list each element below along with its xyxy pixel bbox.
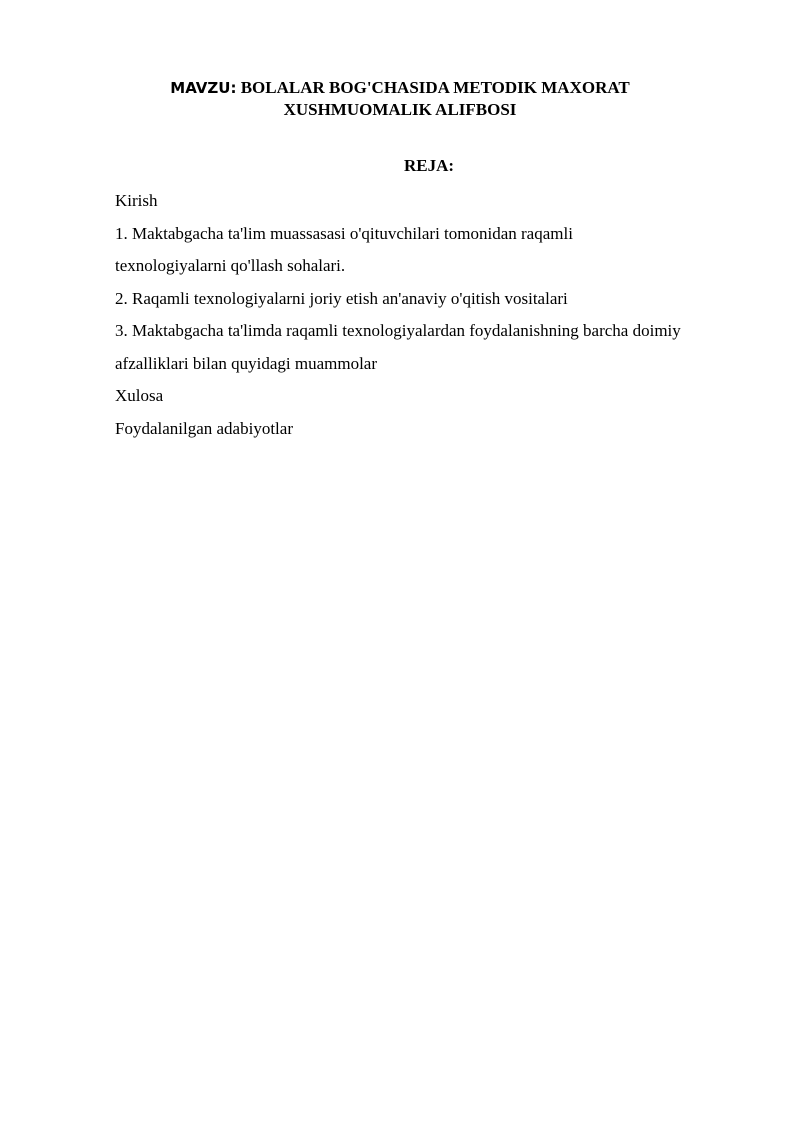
plan-item-3-continued: afzalliklari bilan quyidagi muammolar [115, 353, 377, 373]
plan-item-1-continued: texnologiyalarni qo'llash sohalari. [115, 256, 346, 275]
plan-item-conclusion: Xulosa [115, 386, 164, 405]
title-line-1 [0, 77, 800, 99]
plan-item-2: 2. Raqamli texnologiyalarni joriy etish an'anaviy o'qitish vositalari [115, 288, 568, 308]
title-main: BOLALAR BOG'CHASIDA METODIK MAXORAT [240, 78, 630, 97]
plan-item-references: Foydalanilgan adabiyotlar [115, 418, 293, 438]
plan-item-introduction: Kirish [115, 191, 158, 210]
plan-heading: REJA: [403, 156, 455, 175]
plan-item-1: 1. Maktabgacha ta'lim muassasasi o'qituvchilari tomonidan raqamli [115, 223, 573, 243]
plan-list [115, 185, 755, 445]
plan-item-3: 3. Maktabgacha ta'limda raqamli texnologiyalardan foydalanishning barcha doimiy [115, 321, 681, 340]
title-prefix: MAVZU: [170, 79, 237, 97]
document-title [0, 77, 800, 121]
title-line-2: XUSHMUOMALIK ALIFBOSI [283, 100, 517, 119]
